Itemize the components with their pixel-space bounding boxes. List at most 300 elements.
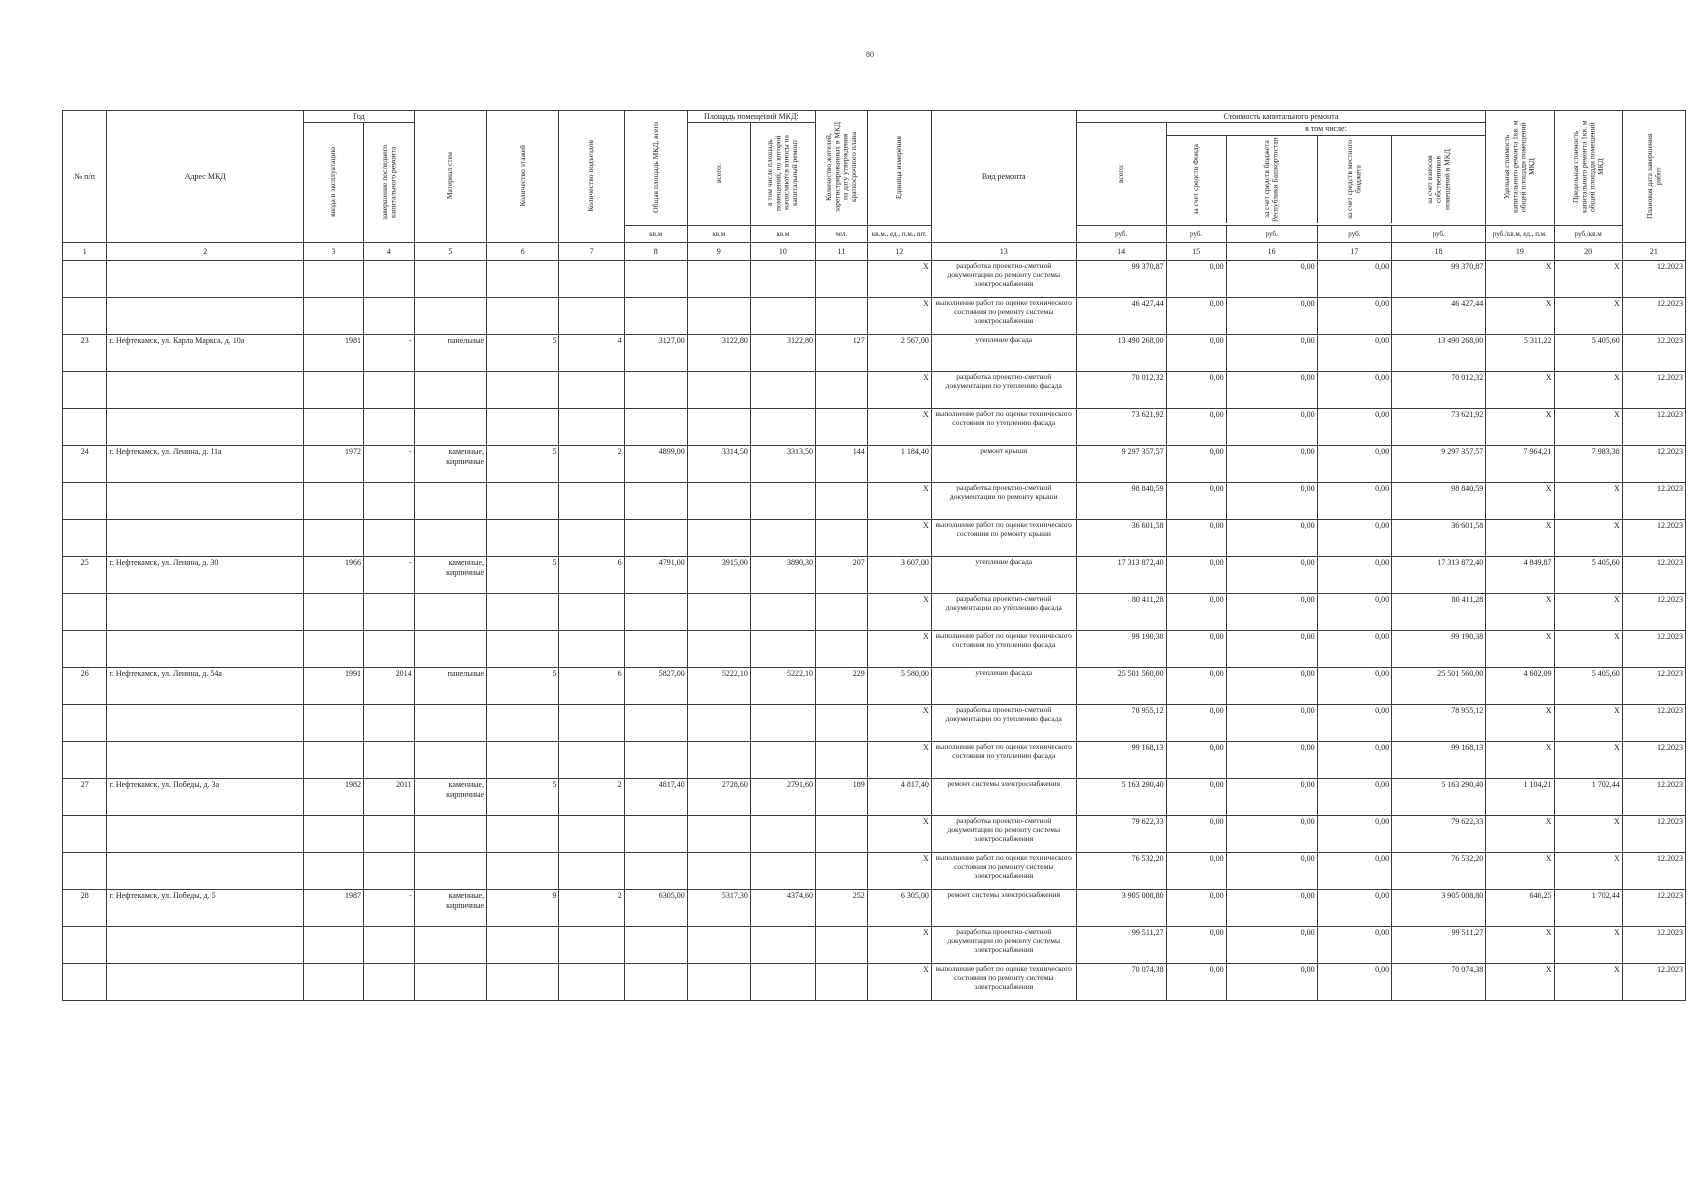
cell-floors — [487, 964, 559, 1001]
cell-last — [363, 927, 414, 964]
cell-rep: 0,00 — [1226, 557, 1317, 594]
cell-prem: 2728,60 — [687, 779, 750, 816]
cell-last: - — [363, 557, 414, 594]
cell-prem — [687, 742, 750, 779]
cell-material — [414, 742, 486, 779]
cell-prem: 3122,80 — [687, 335, 750, 372]
cell-people — [815, 705, 867, 742]
cell-total: 3 905 008,80 — [1076, 890, 1166, 927]
cell-owners: 5 163 290,40 — [1392, 779, 1486, 816]
cell-spec: X — [1486, 927, 1554, 964]
cell-year — [304, 927, 364, 964]
cell-address — [107, 742, 304, 779]
header-premises-owned: в том числе площадь помещений, по которой начисляются взносы на капитальный ремонт — [750, 123, 815, 226]
cell-unit: X — [867, 483, 931, 520]
cell-fund: 0,00 — [1166, 964, 1226, 1001]
cell-prem: 3314,50 — [687, 446, 750, 483]
unit-unit: кв.м., ед., п.м., шт. — [867, 226, 931, 243]
cell-last — [363, 631, 414, 668]
cell-num: 23 — [63, 335, 107, 372]
cell-spec: 4 849,87 — [1486, 557, 1554, 594]
cell-floors — [487, 742, 559, 779]
cell-prem2: 4374,60 — [750, 890, 815, 927]
cell-owners: 70 074,38 — [1392, 964, 1486, 1001]
cell-floors — [487, 520, 559, 557]
cell-prem2 — [750, 483, 815, 520]
cell-rep: 0,00 — [1226, 964, 1317, 1001]
cell-people — [815, 372, 867, 409]
cell-prem2: 5222,10 — [750, 668, 815, 705]
column-number: 21 — [1622, 243, 1685, 261]
cell-address — [107, 520, 304, 557]
cell-floors — [487, 261, 559, 298]
cell-address: г. Нефтекамск, ул. Победы, д. 3а — [107, 779, 304, 816]
cell-date: 12.2023 — [1622, 742, 1685, 779]
cell-people — [815, 409, 867, 446]
cell-entr: 6 — [559, 557, 624, 594]
cell-people: 252 — [815, 890, 867, 927]
cell-fund: 0,00 — [1166, 261, 1226, 298]
cell-area — [624, 261, 687, 298]
header-limit-cost: Предельная стоимость капитального ремонта 1кв. м общей площади помещений МКД — [1554, 111, 1622, 226]
cell-num — [63, 927, 107, 964]
cell-work: выполнение работ по оценке технического состояния по утеплению фасада — [931, 742, 1076, 779]
cell-prem — [687, 483, 750, 520]
cell-floors — [487, 631, 559, 668]
header-residents: Количество жителей, зарегистрированных в МКД на дату утверждения краткосрочного плана — [815, 111, 867, 226]
cell-total: 5 163 290,40 — [1076, 779, 1166, 816]
cell-spec: X — [1486, 705, 1554, 742]
unit-cost-total: руб. — [1076, 226, 1166, 243]
cell-limit: X — [1554, 964, 1622, 1001]
cell-total: 99 511,27 — [1076, 927, 1166, 964]
cell-unit: 1 184,40 — [867, 446, 931, 483]
cell-prem2 — [750, 742, 815, 779]
cell-rep: 0,00 — [1226, 631, 1317, 668]
cell-floors — [487, 594, 559, 631]
cell-people — [815, 298, 867, 335]
cell-unit: X — [867, 520, 931, 557]
unit-republic: руб. — [1226, 226, 1317, 243]
cell-rep: 0,00 — [1226, 742, 1317, 779]
cell-work: выполнение работ по оценке технического состояния по ремонту системы электроснабжения — [931, 853, 1076, 890]
cell-limit: 5 405,60 — [1554, 668, 1622, 705]
header-premises-total: всего: — [687, 123, 750, 226]
cell-area: 5827,00 — [624, 668, 687, 705]
cell-unit: X — [867, 927, 931, 964]
cell-rep: 0,00 — [1226, 261, 1317, 298]
cell-work: разработка проектно-сметной документации по ремонту системы электроснабжения — [931, 261, 1076, 298]
cell-local: 0,00 — [1317, 816, 1391, 853]
cell-work: выполнение работ по оценке технического состояния по ремонту крыши — [931, 520, 1076, 557]
cell-floors — [487, 927, 559, 964]
cell-prem: 3915,00 — [687, 557, 750, 594]
table-row — [63, 520, 1686, 557]
cell-num — [63, 409, 107, 446]
cell-unit: X — [867, 372, 931, 409]
cell-date: 12.2023 — [1622, 890, 1685, 927]
column-number: 18 — [1392, 243, 1486, 261]
cell-material — [414, 816, 486, 853]
cell-rep: 0,00 — [1226, 927, 1317, 964]
cell-entr — [559, 927, 624, 964]
header-year: Год — [304, 111, 415, 123]
cell-material — [414, 372, 486, 409]
cell-total: 99 190,38 — [1076, 631, 1166, 668]
cell-owners: 46 427,44 — [1392, 298, 1486, 335]
column-number: 7 — [559, 243, 624, 261]
cell-prem — [687, 298, 750, 335]
cell-area: 6305,00 — [624, 890, 687, 927]
cell-spec: X — [1486, 483, 1554, 520]
cell-fund: 0,00 — [1166, 335, 1226, 372]
cell-owners: 36 601,58 — [1392, 520, 1486, 557]
cell-prem: 5222,10 — [687, 668, 750, 705]
cell-last — [363, 520, 414, 557]
cell-people — [815, 594, 867, 631]
cell-entr — [559, 483, 624, 520]
cell-date: 12.2023 — [1622, 298, 1685, 335]
cell-owners: 3 905 008,80 — [1392, 890, 1486, 927]
cell-material — [414, 520, 486, 557]
cell-year — [304, 594, 364, 631]
column-number: 1 — [63, 243, 107, 261]
cell-total: 13 490 268,00 — [1076, 335, 1166, 372]
cell-spec: X — [1486, 372, 1554, 409]
cell-people — [815, 816, 867, 853]
cell-work: разработка проектно-сметной документации по утеплению фасада — [931, 594, 1076, 631]
cell-fund: 0,00 — [1166, 446, 1226, 483]
cell-work: утепление фасада — [931, 335, 1076, 372]
cell-floors: 5 — [487, 779, 559, 816]
capital-repair-table — [62, 110, 1686, 1001]
cell-spec: X — [1486, 520, 1554, 557]
cell-address — [107, 372, 304, 409]
cell-rep: 0,00 — [1226, 816, 1317, 853]
cell-limit: 1 702,44 — [1554, 779, 1622, 816]
header-total-area: Общая площадь МКД, всего — [624, 111, 687, 226]
column-number: 16 — [1226, 243, 1317, 261]
header-planned-date: Плановая дата завершения работ — [1622, 111, 1685, 243]
cell-last — [363, 483, 414, 520]
cell-num — [63, 298, 107, 335]
cell-fund: 0,00 — [1166, 890, 1226, 927]
cell-local: 0,00 — [1317, 520, 1391, 557]
cell-work: выполнение работ по оценке технического состояния по утеплению фасада — [931, 631, 1076, 668]
cell-floors — [487, 816, 559, 853]
cell-rep: 0,00 — [1226, 779, 1317, 816]
cell-work: разработка проектно-сметной документации по утеплению фасада — [931, 705, 1076, 742]
cell-area — [624, 409, 687, 446]
cell-address — [107, 483, 304, 520]
table-row — [63, 668, 1686, 705]
cell-people — [815, 483, 867, 520]
cell-address: г. Нефтекамск, ул. Карла Маркса, д. 10а — [107, 335, 304, 372]
cell-floors: 5 — [487, 557, 559, 594]
header-cost-total: всего: — [1076, 123, 1166, 226]
cell-address — [107, 853, 304, 890]
cell-fund: 0,00 — [1166, 520, 1226, 557]
cell-rep: 0,00 — [1226, 705, 1317, 742]
cell-prem — [687, 520, 750, 557]
cell-limit: X — [1554, 520, 1622, 557]
cell-year — [304, 853, 364, 890]
column-number: 15 — [1166, 243, 1226, 261]
table-row — [63, 705, 1686, 742]
cell-material — [414, 853, 486, 890]
table-row — [63, 557, 1686, 594]
cell-prem2 — [750, 594, 815, 631]
cell-material — [414, 705, 486, 742]
header-local: за счет средств местного бюджета — [1318, 136, 1393, 223]
cell-num: 25 — [63, 557, 107, 594]
cell-last — [363, 298, 414, 335]
cell-date: 12.2023 — [1622, 705, 1685, 742]
cell-fund: 0,00 — [1166, 853, 1226, 890]
cell-address: г. Нефтекамск, ул. Победы, д. 5 — [107, 890, 304, 927]
column-number: 3 — [304, 243, 364, 261]
unit-specific-cost: руб./кв.м, ед., п.м. — [1486, 226, 1554, 243]
cell-floors — [487, 298, 559, 335]
cell-local: 0,00 — [1317, 557, 1391, 594]
cell-num — [63, 261, 107, 298]
cell-rep: 0,00 — [1226, 520, 1317, 557]
cell-spec: 646,25 — [1486, 890, 1554, 927]
cell-local: 0,00 — [1317, 853, 1391, 890]
cell-num — [63, 816, 107, 853]
cell-rep: 0,00 — [1226, 853, 1317, 890]
cell-material: каменные, кирпичные — [414, 890, 486, 927]
cell-spec: 5 311,22 — [1486, 335, 1554, 372]
cell-fund: 0,00 — [1166, 372, 1226, 409]
cell-limit: X — [1554, 631, 1622, 668]
cell-people: 189 — [815, 779, 867, 816]
cell-entr — [559, 631, 624, 668]
unit-premises-owned: кв.м — [750, 226, 815, 243]
cell-prem2 — [750, 631, 815, 668]
cell-area — [624, 705, 687, 742]
cell-total: 17 313 872,40 — [1076, 557, 1166, 594]
table-row — [63, 964, 1686, 1001]
cell-entr — [559, 742, 624, 779]
cell-owners: 13 490 268,00 — [1392, 335, 1486, 372]
cell-date: 12.2023 — [1622, 816, 1685, 853]
cell-date: 12.2023 — [1622, 372, 1685, 409]
cell-last: 2011 — [363, 779, 414, 816]
cell-spec: 1 104,21 — [1486, 779, 1554, 816]
cell-total: 76 532,20 — [1076, 853, 1166, 890]
cell-prem2: 3122,80 — [750, 335, 815, 372]
table-row — [63, 890, 1686, 927]
cell-spec: 7 964,21 — [1486, 446, 1554, 483]
cell-area — [624, 631, 687, 668]
cell-floors: 5 — [487, 335, 559, 372]
cell-last: - — [363, 335, 414, 372]
cell-work: разработка проектно-сметной документации по утеплению фасада — [931, 372, 1076, 409]
cell-prem — [687, 705, 750, 742]
cell-prem2: 3313,50 — [750, 446, 815, 483]
cell-address — [107, 927, 304, 964]
cell-spec: X — [1486, 261, 1554, 298]
cell-prem2 — [750, 927, 815, 964]
cell-unit: X — [867, 409, 931, 446]
cell-date: 12.2023 — [1622, 631, 1685, 668]
cell-unit: X — [867, 816, 931, 853]
cell-rep: 0,00 — [1226, 483, 1317, 520]
cell-material — [414, 483, 486, 520]
cell-owners: 70 012,32 — [1392, 372, 1486, 409]
cell-year: 1966 — [304, 557, 364, 594]
column-number: 12 — [867, 243, 931, 261]
cell-entr: 2 — [559, 890, 624, 927]
cell-prem2 — [750, 298, 815, 335]
cell-owners: 25 501 560,00 — [1392, 668, 1486, 705]
table-row — [63, 594, 1686, 631]
cell-total: 70 074,38 — [1076, 964, 1166, 1001]
page-number: 80 — [866, 50, 874, 59]
cell-year — [304, 298, 364, 335]
cell-num — [63, 742, 107, 779]
cell-limit: X — [1554, 927, 1622, 964]
cell-date: 12.2023 — [1622, 594, 1685, 631]
cell-date: 12.2023 — [1622, 520, 1685, 557]
cell-floors — [487, 372, 559, 409]
cell-material — [414, 409, 486, 446]
cell-fund: 0,00 — [1166, 705, 1226, 742]
cell-limit: X — [1554, 705, 1622, 742]
cell-entr — [559, 372, 624, 409]
cell-owners: 99 190,38 — [1392, 631, 1486, 668]
cell-num: 27 — [63, 779, 107, 816]
cell-prem — [687, 853, 750, 890]
cell-area — [624, 742, 687, 779]
column-number: 13 — [931, 243, 1076, 261]
header-specific-cost: Удельная стоимость капитального ремонта 1кв. м общей площади помещений МКД — [1486, 111, 1554, 226]
unit-total-area: кв.м — [624, 226, 687, 243]
cell-unit: X — [867, 742, 931, 779]
cell-prem2: 2791,60 — [750, 779, 815, 816]
cell-spec: 4 602,09 — [1486, 668, 1554, 705]
cell-local: 0,00 — [1317, 446, 1391, 483]
cell-material — [414, 298, 486, 335]
cell-fund: 0,00 — [1166, 409, 1226, 446]
cell-last — [363, 594, 414, 631]
cell-rep: 0,00 — [1226, 594, 1317, 631]
cell-owners: 73 621,92 — [1392, 409, 1486, 446]
cell-work: разработка проектно-сметной документации по ремонту системы электроснабжения — [931, 927, 1076, 964]
cell-entr: 4 — [559, 335, 624, 372]
cell-work: ремонт системы электроснабжения — [931, 890, 1076, 927]
cell-people — [815, 261, 867, 298]
cell-rep: 0,00 — [1226, 446, 1317, 483]
cell-unit: 6 305,00 — [867, 890, 931, 927]
cell-local: 0,00 — [1317, 779, 1391, 816]
cell-prem2 — [750, 853, 815, 890]
cell-area — [624, 298, 687, 335]
cell-area — [624, 853, 687, 890]
table-row — [63, 261, 1686, 298]
cell-local: 0,00 — [1317, 927, 1391, 964]
cell-local: 0,00 — [1317, 742, 1391, 779]
cell-last — [363, 964, 414, 1001]
cell-address: г. Нефтекамск, ул. Ленина, д. 11а — [107, 446, 304, 483]
cell-entr — [559, 409, 624, 446]
unit-owners: руб. — [1392, 226, 1486, 243]
cell-limit: X — [1554, 742, 1622, 779]
cell-last — [363, 742, 414, 779]
header-incl: в том числе: — [1167, 123, 1486, 136]
cell-last: - — [363, 446, 414, 483]
table-row — [63, 779, 1686, 816]
table-row — [63, 446, 1686, 483]
table-row — [63, 631, 1686, 668]
cell-address — [107, 964, 304, 1001]
column-number: 2 — [107, 243, 304, 261]
cell-material: каменные, кирпичные — [414, 779, 486, 816]
cell-date: 12.2023 — [1622, 335, 1685, 372]
column-number: 20 — [1554, 243, 1622, 261]
cell-material — [414, 261, 486, 298]
cell-entr — [559, 594, 624, 631]
cell-people — [815, 520, 867, 557]
cell-area — [624, 483, 687, 520]
cell-address: г. Нефтекамск, ул. Ленина, д. 54а — [107, 668, 304, 705]
cell-limit: X — [1554, 483, 1622, 520]
header-year-commission: ввода в эксплуатацию — [304, 123, 364, 243]
column-number: 14 — [1076, 243, 1166, 261]
cell-owners: 9 297 357,57 — [1392, 446, 1486, 483]
cell-year: 1991 — [304, 668, 364, 705]
cell-rep: 0,00 — [1226, 298, 1317, 335]
cell-material: панельные — [414, 335, 486, 372]
cell-prem — [687, 631, 750, 668]
header-floors: Количество этажей — [487, 111, 559, 243]
cell-limit: X — [1554, 298, 1622, 335]
cell-spec: X — [1486, 964, 1554, 1001]
cell-year — [304, 372, 364, 409]
cell-floors — [487, 483, 559, 520]
cell-unit: X — [867, 964, 931, 1001]
cell-unit: X — [867, 261, 931, 298]
cell-total: 98 840,59 — [1076, 483, 1166, 520]
cell-limit: 5 405,60 — [1554, 557, 1622, 594]
cell-rep: 0,00 — [1226, 409, 1317, 446]
cell-local: 0,00 — [1317, 372, 1391, 409]
column-number: 6 — [487, 243, 559, 261]
cell-area — [624, 816, 687, 853]
cell-unit: X — [867, 298, 931, 335]
cell-owners: 17 313 872,40 — [1392, 557, 1486, 594]
cell-fund: 0,00 — [1166, 298, 1226, 335]
cell-material: каменные, кирпичные — [414, 557, 486, 594]
cell-rep: 0,00 — [1226, 372, 1317, 409]
cell-owners: 76 532,20 — [1392, 853, 1486, 890]
unit-residents: чел. — [815, 226, 867, 243]
cell-date: 12.2023 — [1622, 261, 1685, 298]
cell-entr: 6 — [559, 668, 624, 705]
cell-address — [107, 409, 304, 446]
cell-date: 12.2023 — [1622, 557, 1685, 594]
cell-area — [624, 372, 687, 409]
cell-owners: 78 955,12 — [1392, 705, 1486, 742]
cell-area — [624, 594, 687, 631]
table-row — [63, 853, 1686, 890]
cell-spec: X — [1486, 409, 1554, 446]
cell-unit: X — [867, 631, 931, 668]
cell-date: 12.2023 — [1622, 668, 1685, 705]
cell-floors — [487, 853, 559, 890]
cell-total: 70 012,32 — [1076, 372, 1166, 409]
